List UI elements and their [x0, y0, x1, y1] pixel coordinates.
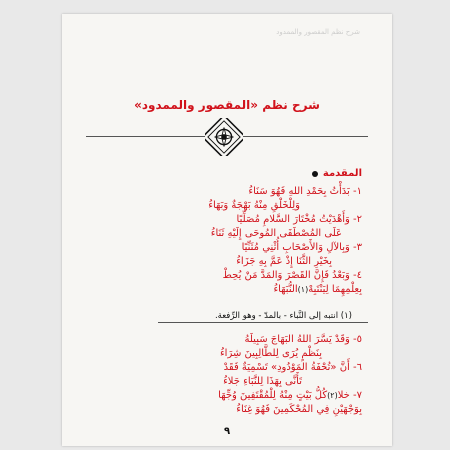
footnote: (١) انتبه إلى النَّباء - بالمدّ - وهو الرِّفعة.	[214, 311, 352, 321]
verse-6-b: تَأَنَّى بِهَذَا لِلنَّبَاءِ جَلاءُ	[223, 376, 302, 387]
verse-6-a: ٦- أَنَّ «تُحْفَةُ المَوْدُودِ» تَسْمِيَةٌ فَقَدْ	[223, 362, 362, 373]
footnote-divider	[158, 322, 368, 323]
section-title: المقدمة	[322, 168, 362, 179]
verse-1-b: وَلِلْخَلْقِ مِنْهُ بَهْجَةٌ وَبَهَاءُ	[208, 200, 300, 211]
verse-3-b: بِخَيْرِ الثَّنَا إِذْ عَمَّ بِهِ جَزَاءُ	[236, 256, 332, 267]
ornament-icon	[205, 118, 243, 156]
footnote-ref: (١)	[297, 285, 309, 294]
verse-5-b: بِنَظْمٍ يُرَى لِلطَّالِبِينَ شِرَاءُ	[219, 348, 322, 359]
verse-5-a: ٥- وَقَدْ يَسَّرَ اللهُ البَهَاجَ سَبِيلَهُ	[244, 334, 362, 345]
section-heading	[312, 168, 362, 179]
verse-4-a: ٤- وَبَعْدُ فَإِنَّ القَصْرَ وَالمَدَّ مَنْ يُحِطْ	[222, 270, 362, 281]
verse-7-a: ٧- خلا(٢)كُلُّ بَيْتٍ مِنْهُ لِلْمُقْتَفِينَ وُجِّهَا	[218, 390, 362, 401]
verse-2-a: ٢- وَأَهْدَيْتُ مُخْتَارَ السَّلامِ مُصَلِّيًا	[236, 214, 362, 225]
bullet-icon	[312, 171, 318, 177]
verse-1-a: ١- بَدَأْتُ بِحَمْدِ اللهِ فَهُوَ سَنَاءُ	[248, 186, 362, 197]
footnote-ref: (٢)	[327, 391, 338, 400]
bleed-through-text: شرح نظم المقصور والممدود	[276, 28, 360, 36]
verse-3-a: ٣- وَبِالآلِ وَالأَصْحَابِ أُثْنِي مُثَنِّيًا	[241, 242, 362, 253]
verse-4-b: بِعِلْمِهِمَا لِيَنْتَبِهْ(١)النُّبَهَاءُ	[273, 284, 362, 295]
verse-7-b: بِوَجْهَيْنِ فِي المُحْكَمِينَ فَهُوَ غِنَاءُ	[236, 404, 362, 415]
page-number: ٩	[223, 426, 231, 437]
verse-2-b: عَلَى المُصْطَفَى المُوحَى إِلَيْهِ ثَنَاءُ	[210, 228, 342, 239]
book-page	[62, 14, 392, 446]
page-title: شرح نظم «المقصور والممدود»	[134, 98, 320, 112]
